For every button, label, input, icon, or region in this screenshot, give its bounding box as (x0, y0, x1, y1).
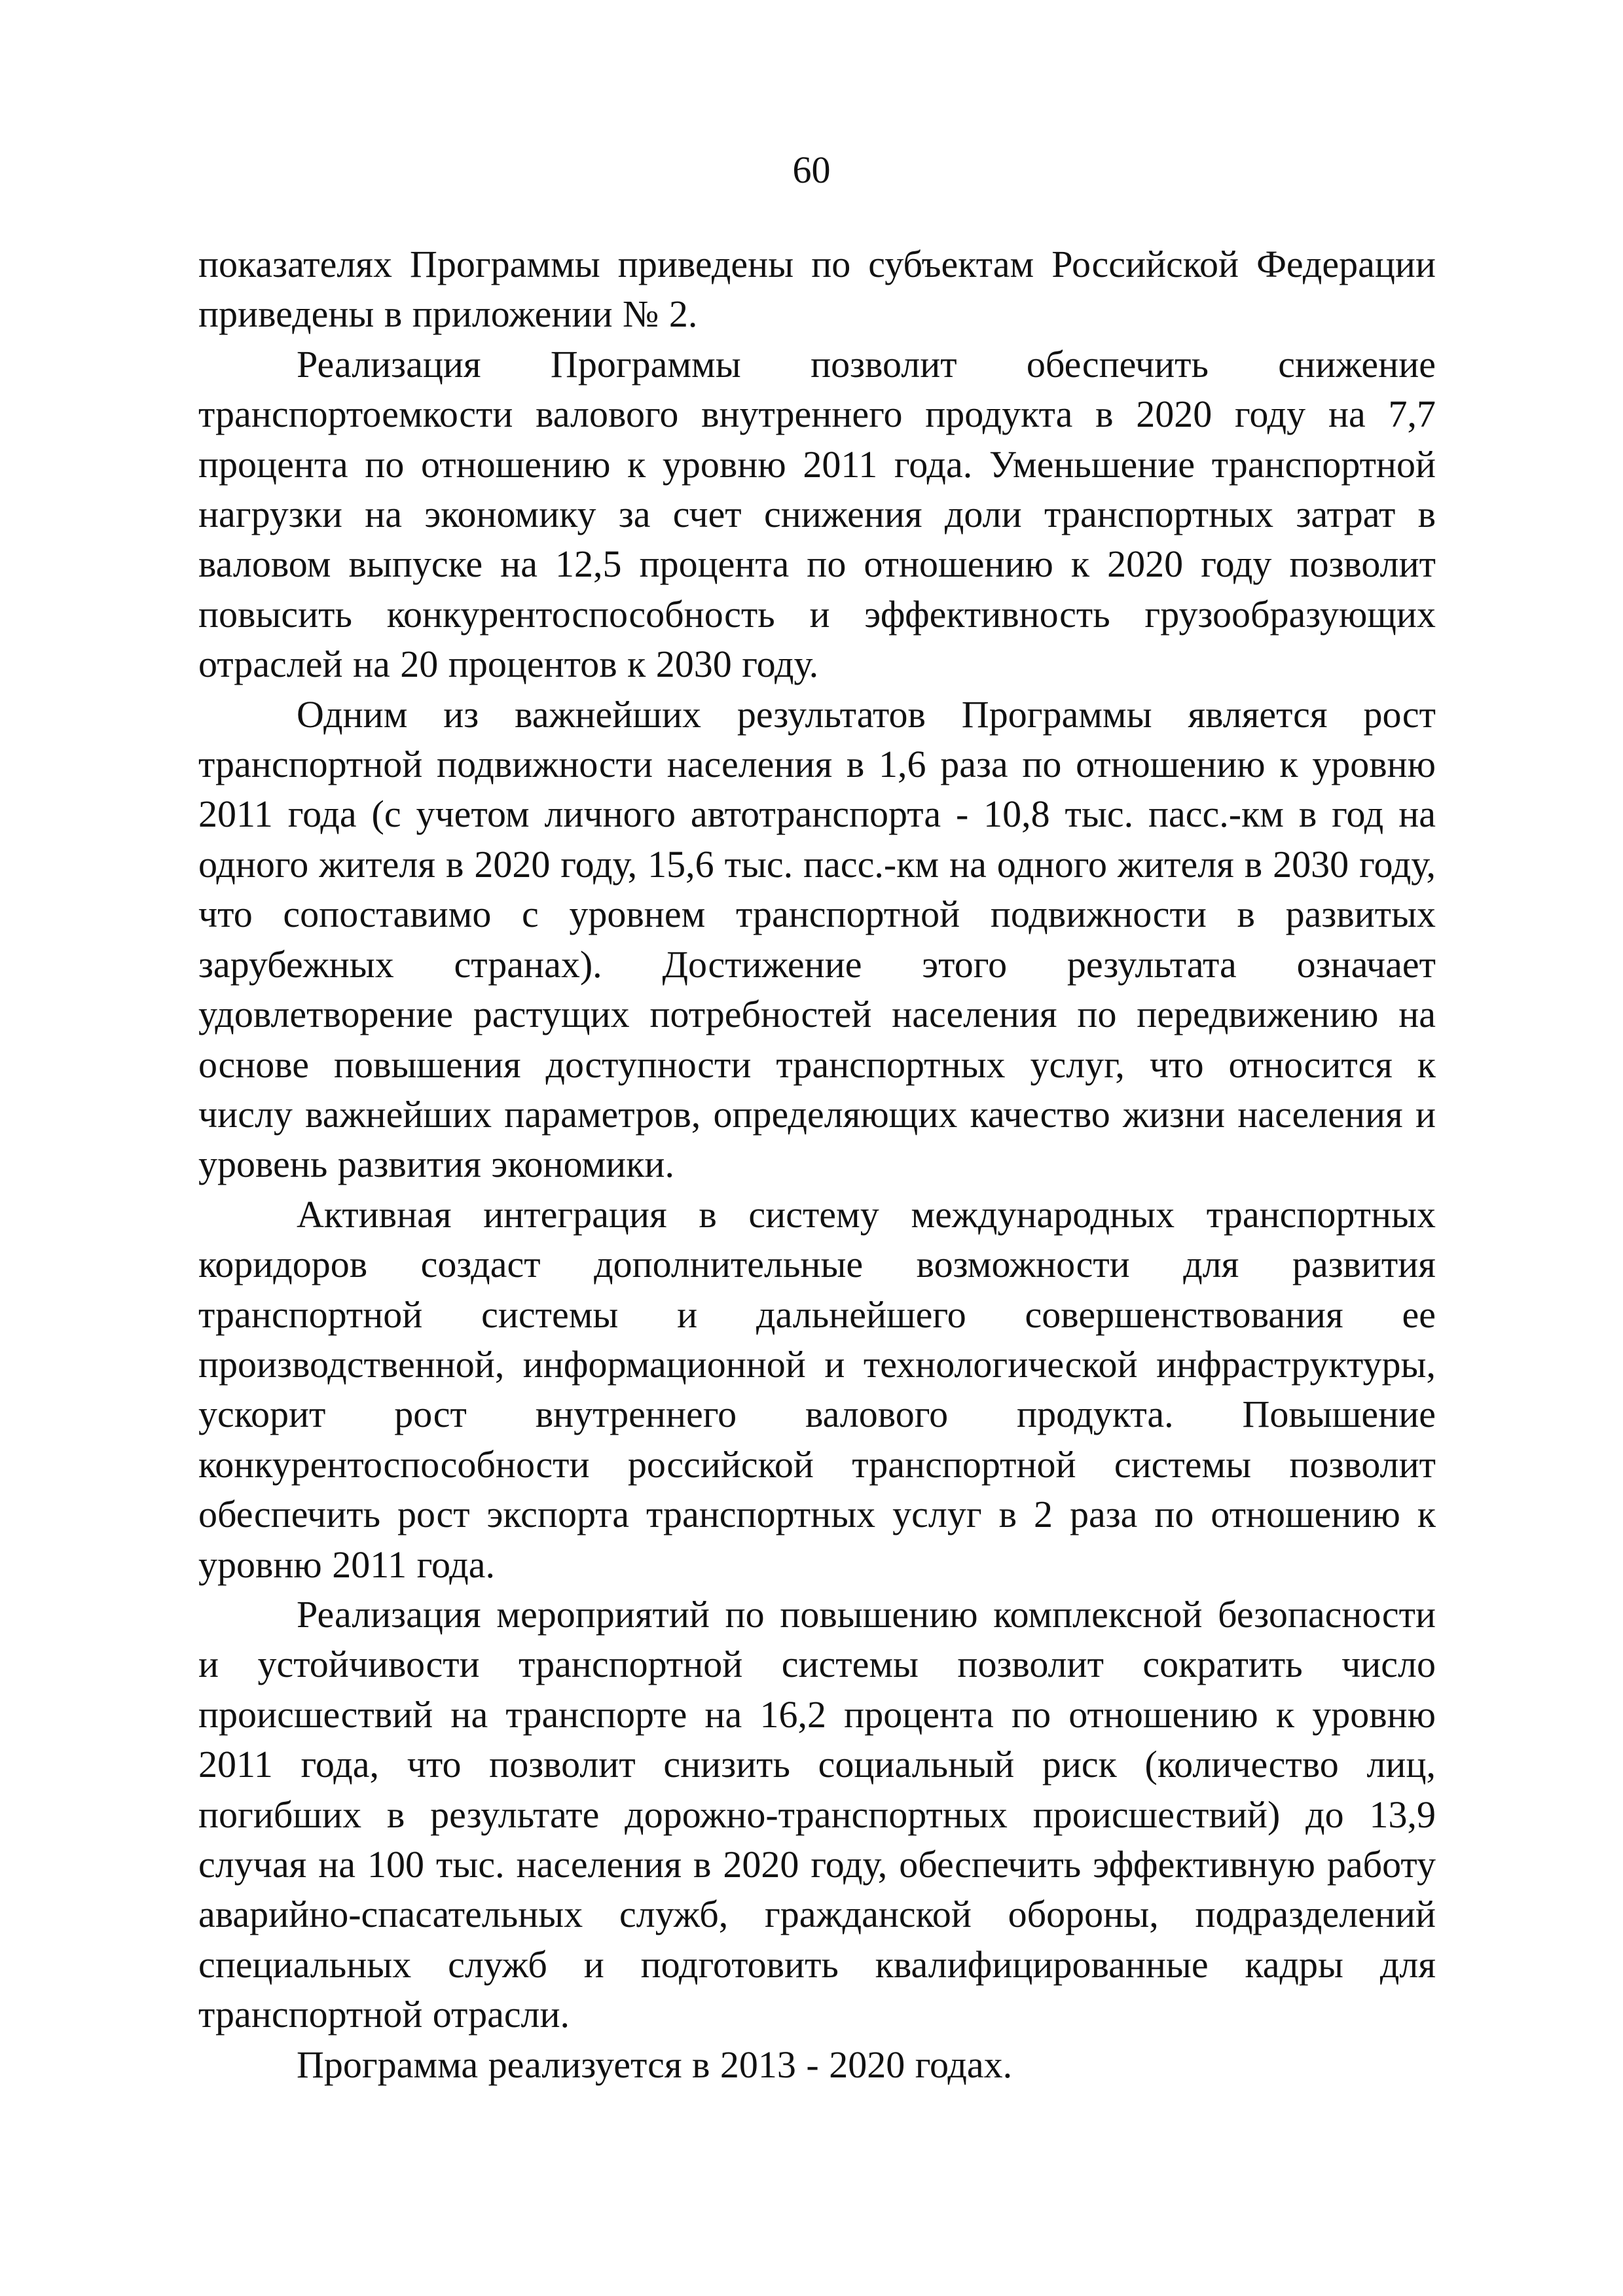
page-number: 60 (792, 149, 831, 191)
paragraph-6: Программа реализуется в 2013 - 2020 годах. (297, 2043, 1013, 2086)
document-body (198, 240, 1436, 2090)
paragraph-5: Реализация мероприятий по повышению комплексной безопасности и устойчивости транспортной системы позволит сократить число происшествий на транспорте на 16,2 процента по отношению к уровню 2011 года, что позволит снизить социальный риск (количество лиц, погибших в результате дорожно-транспортных происшествий) до 13,9 случая на 100 тыс. населения в 2020 году, обеспечить эффективную работу аварийно-спасательных служб, гражданской обороны, подразделений специальных служб и подготовить квалифицированные кадры для транспортной отрасли. (198, 1592, 1436, 2036)
paragraph-4: Активная интеграция в систему международных транспортных коридоров создаст дополнительные возможности для развития транспортной системы и дальнейшего совершенствования ее производственной, информационной и технологической инфраструктуры, ускорит рост внутреннего валового продукта. Повышение конкурентоспособности российской транспортной системы позволит обеспечить рост экспорта транспортных услуг в 2 раза по отношению к уровню 2011 года. (198, 1193, 1436, 1586)
paragraph-2: Реализация Программы позволит обеспечить снижение транспортоемкости валового внутреннего продукта в 2020 году на 7,7 процента по отношению к уровню 2011 года. Уменьшение транспортной нагрузки на экономику за счет снижения доли транспортных затрат в валовом выпуске на 12,5 процента по отношению к 2020 году позволит повысить конкурентоспособность и эффективность грузообразующих отраслей на 20 процентов к 2030 году. (198, 342, 1436, 686)
paragraph-1: показателях Программы приведены по субъектам Российской Федерации приведены в приложении № 2. (198, 243, 1436, 336)
paragraph-3: Одним из важнейших результатов Программы является рост транспортной подвижности населения в 1,6 раза по отношению к уровню 2011 года (с учетом личного автотранспорта - 10,8 тыс. пасс.-км в год на одного жителя в 2020 году, 15,6 тыс. пасс.-км на одного жителя в 2030 году, что сопоставимо с уровнем транспортной подвижности в развитых зарубежных странах). Достижение этого результата означает удовлетворение растущих потребностей населения по передвижению на основе повышения доступности транспортных услуг, что относится к числу важнейших параметров, определяющих качество жизни населения и уровень развития экономики. (198, 692, 1436, 1186)
